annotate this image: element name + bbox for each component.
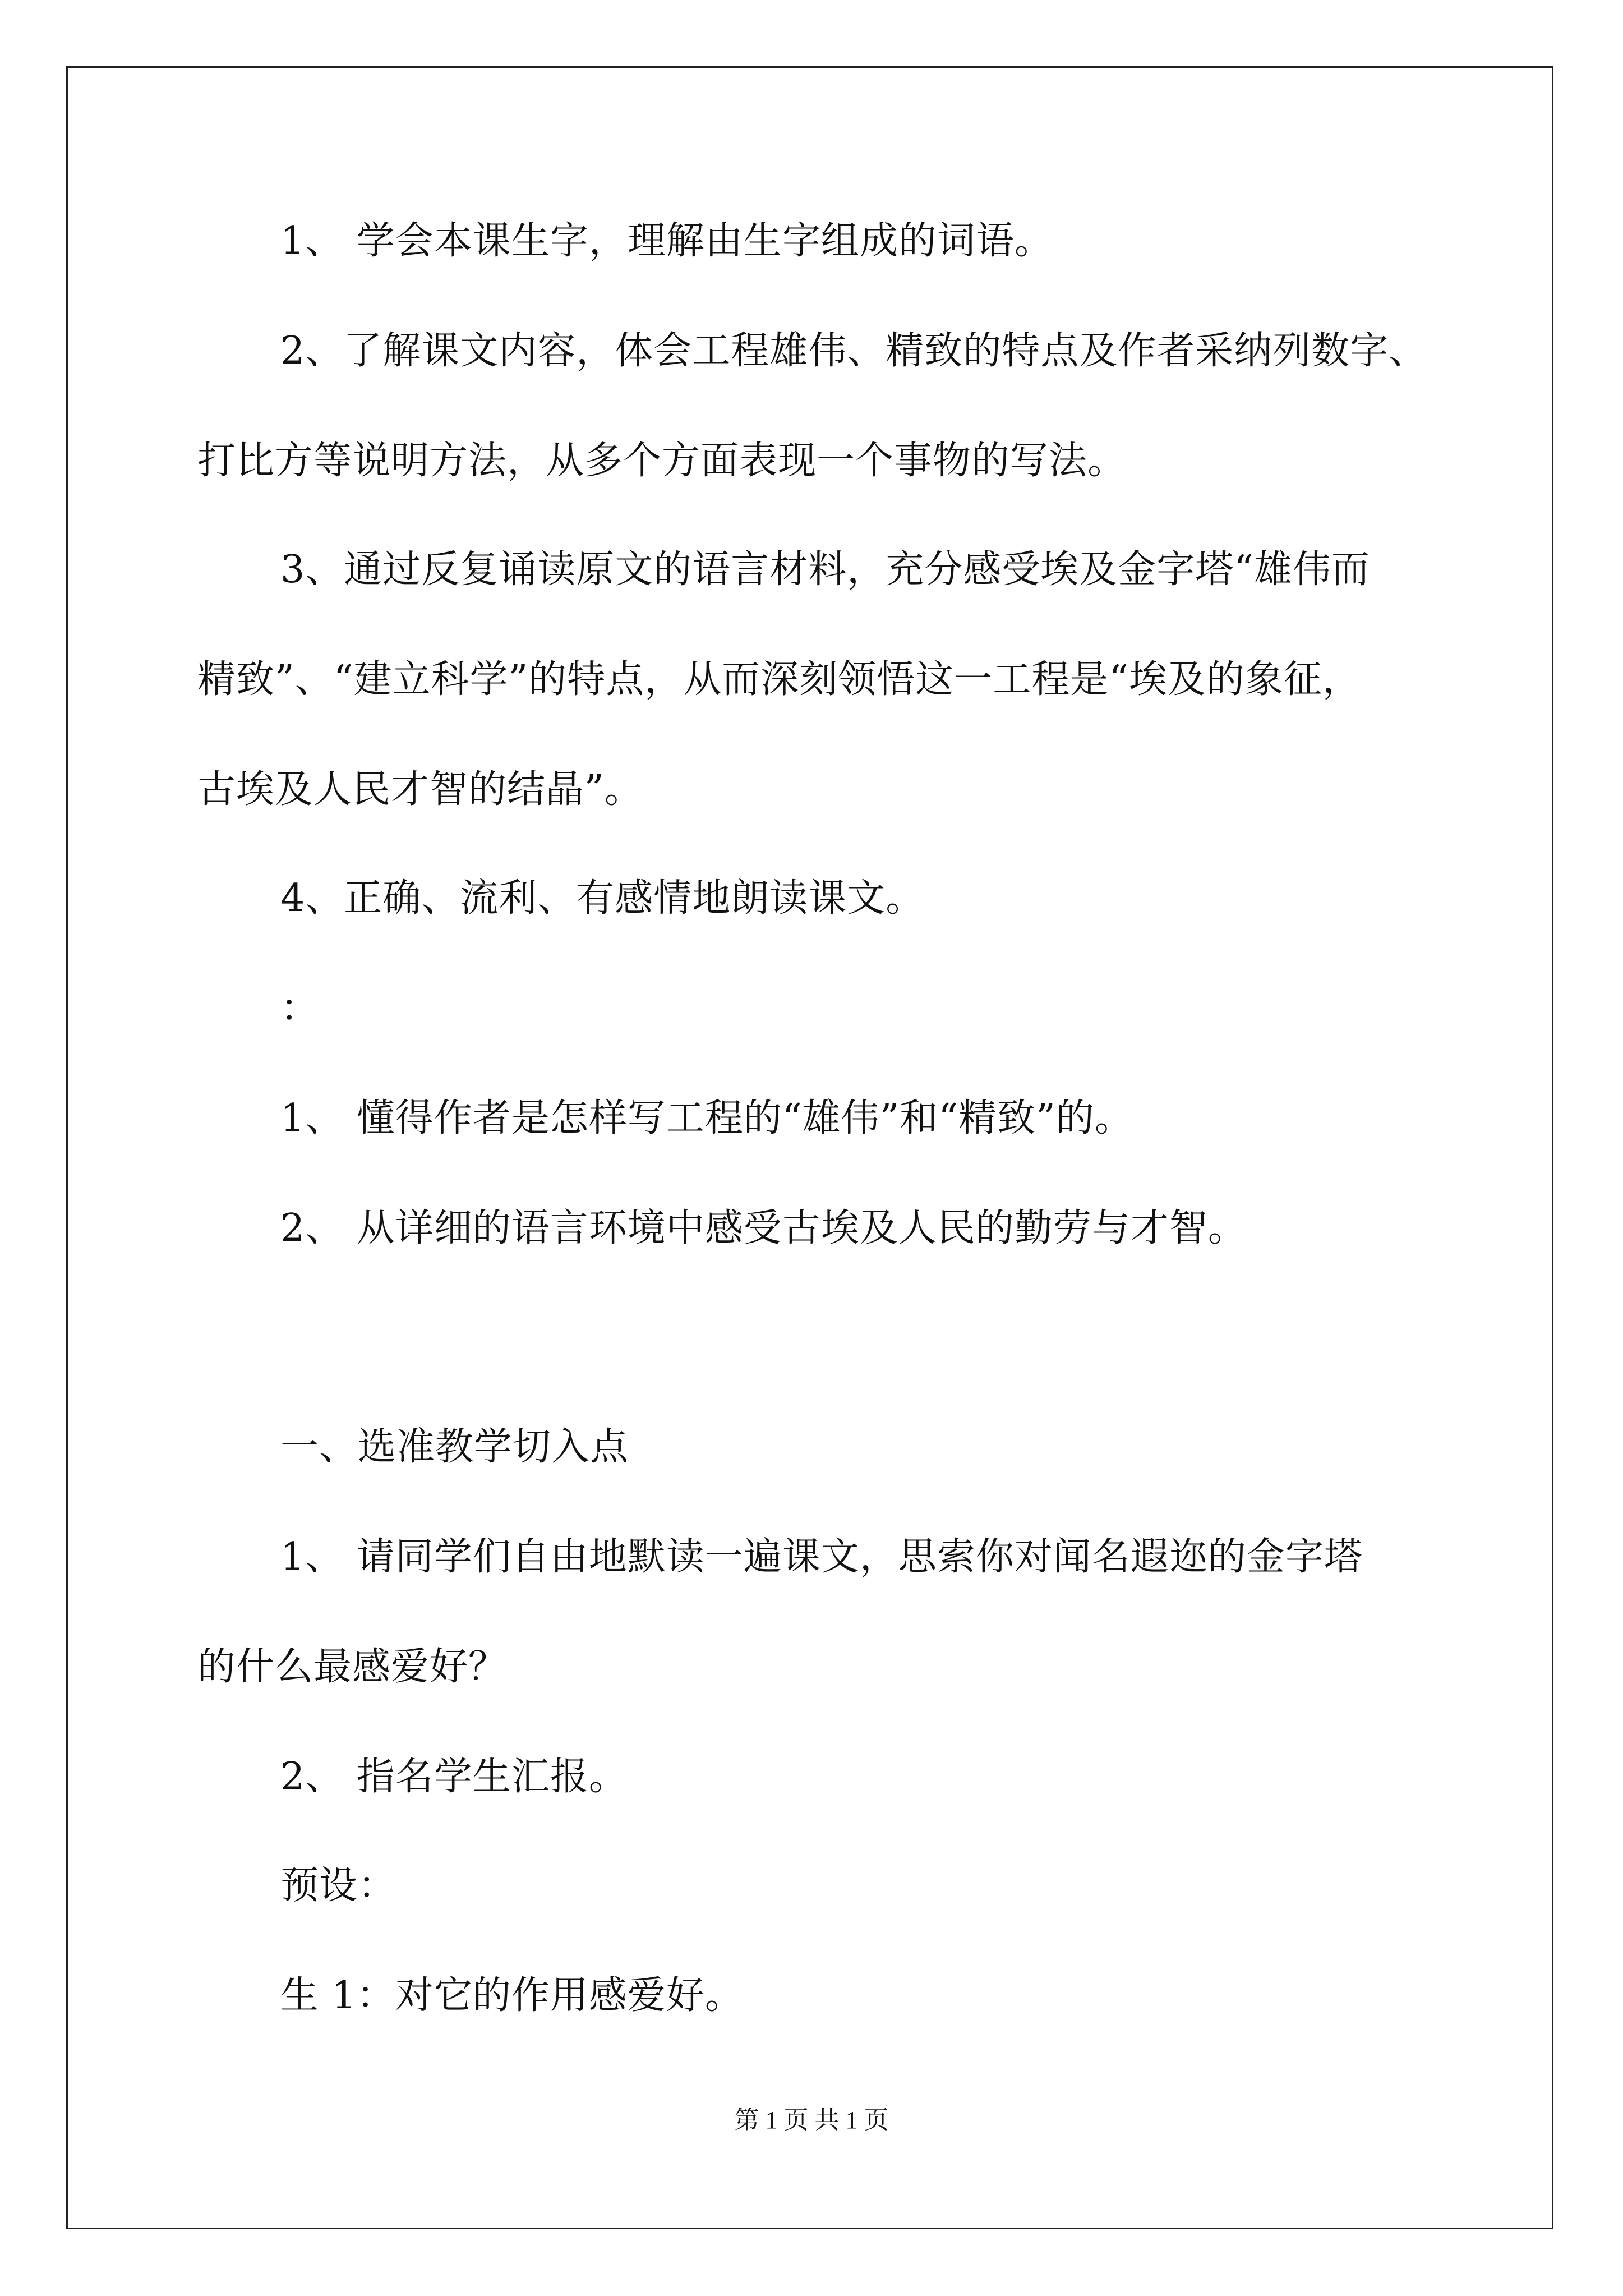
step-1-line-2: 的什么最感爱好？ [197,1645,508,1689]
preset-label: 预设： [280,1864,397,1908]
objective-4: 4、正确、流利、有感情地朗读课文。 [280,876,925,921]
student-1-response: 生 1：对它的作用感爱好。 [280,1973,744,2018]
section-heading: 一、选准教学切入点 [280,1425,629,1469]
key-point-1: 1、 懂得作者是怎样写工程的“雄伟”和“精致”的。 [280,1096,1133,1140]
objective-3-line-3: 古埃及人民才智的结晶”。 [197,767,643,812]
step-1-line-1: 1、 请同学们自由地默读一遍课文，思索你对闻名遐迩的金字塔 [280,1535,1363,1579]
objective-3-line-1: 3、通过反复诵读原文的语言材料，充分感受埃及金字塔“雄伟而 [280,547,1371,592]
objective-3-line-2: 精致”、“建立科学”的特点，从而深刻领悟这一工程是“埃及的象征， [197,657,1362,702]
objective-1: 1、 学会本课生字，理解由生字组成的词语。 [280,219,1053,263]
objective-2-line-1: 2、了解课文内容，体会工程雄伟、精致的特点及作者采纳列数字、 [280,329,1428,373]
objective-2-line-2: 打比方等说明方法，从多个方面表现一个事物的写法。 [197,439,1127,483]
key-point-2: 2、 从详细的语言环境中感受古埃及人民的勤劳与才智。 [280,1206,1247,1250]
page-footer: 第 1 页 共 1 页 [734,2106,889,2134]
step-2: 2、 指名学生汇报。 [280,1755,628,1799]
section-colon: ： [280,986,320,1030]
